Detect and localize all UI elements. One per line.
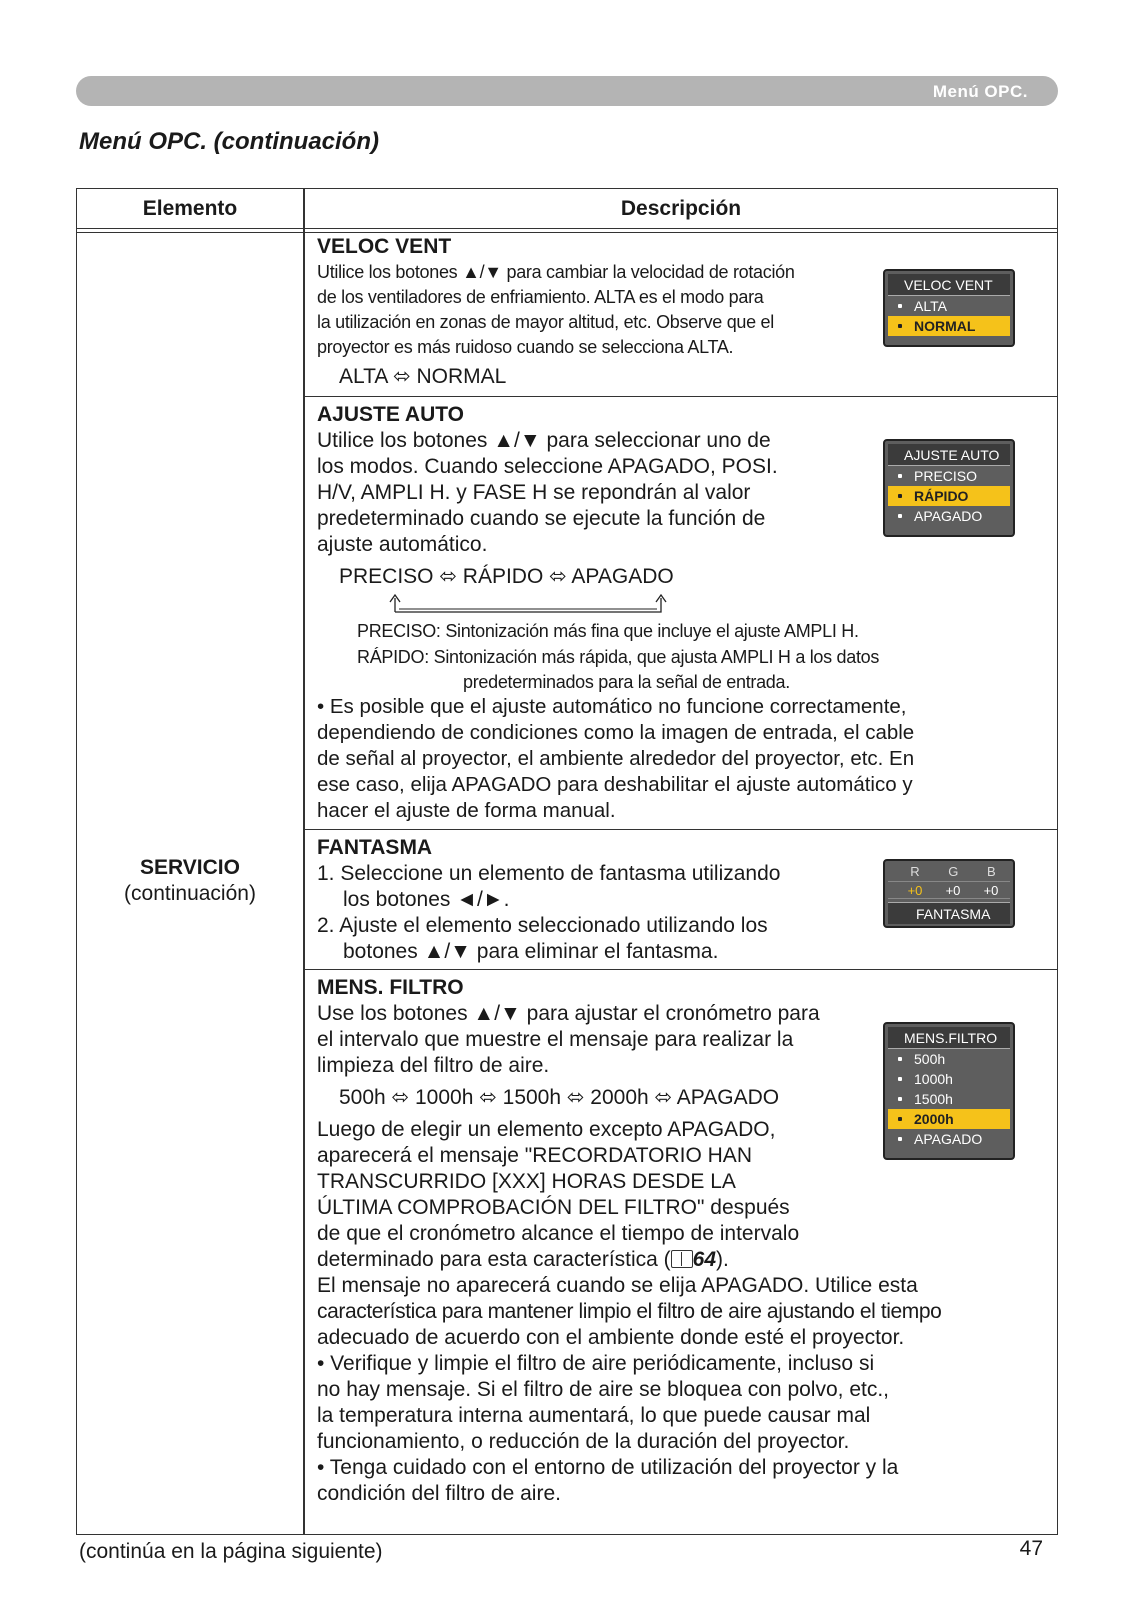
veloc-text-4: proyector es más ruidoso cuando se selecciona ALTA. bbox=[317, 337, 734, 357]
filtro-osd-option-500h: 500h bbox=[888, 1049, 1010, 1069]
filtro-text-2: el intervalo que muestre el mensaje para realizar la bbox=[317, 1028, 794, 1051]
filtro-osd-menu bbox=[883, 1022, 1015, 1160]
veloc-osd-title: VELOC VENT bbox=[888, 274, 1010, 296]
ajuste-note-1: • Es posible que el ajuste automático no funcione correctamente, bbox=[317, 695, 907, 718]
veloc-title: VELOC VENT bbox=[317, 235, 452, 258]
row-divider-1 bbox=[305, 396, 1057, 397]
fantasma-osd-menu bbox=[883, 859, 1015, 928]
filtro-note-4: funcionamiento, o reducción de la duración del proyector. bbox=[317, 1430, 850, 1453]
veloc-text-3: la utilización en zonas de mayor altitud, etc. Observe que el bbox=[317, 312, 774, 332]
fantasma-osd-g: G bbox=[948, 864, 959, 879]
filtro-para-4: ÚLTIMA COMPROBACIÓN DEL FILTRO" después bbox=[317, 1196, 790, 1219]
item-servicio bbox=[77, 855, 303, 907]
column-separator bbox=[303, 189, 305, 1534]
book-icon bbox=[671, 1250, 693, 1268]
menu-table bbox=[76, 188, 1058, 1535]
ajuste-def-preciso: PRECISO: Sintonización más fina que incluye el ajuste AMPLI H. bbox=[357, 621, 859, 641]
row-divider-2 bbox=[305, 829, 1057, 830]
ajuste-osd-option-apagado: APAGADO bbox=[888, 506, 1010, 526]
ajuste-osd-menu bbox=[883, 439, 1015, 537]
filtro-cycle: 500h ⬄ 1000h ⬄ 1500h ⬄ 2000h ⬄ APAGADO bbox=[339, 1086, 780, 1109]
filtro-para-8: característica para mantener limpio el filtro de aire ajustando el tiempo bbox=[317, 1300, 942, 1323]
ajuste-def-rapido-cont: predeterminados para la señal de entrada. bbox=[463, 672, 790, 692]
fantasma-osd-title: FANTASMA bbox=[888, 902, 1010, 924]
ajuste-text-1: Utilice los botones ▲/▼ para seleccionar uno de bbox=[317, 429, 771, 452]
veloc-text-2: de los ventiladores de enfriamiento. ALTA es el modo para bbox=[317, 287, 764, 307]
filtro-page-ref[interactable]: 64 bbox=[692, 1248, 717, 1271]
filtro-osd-option-2000h: 2000h bbox=[888, 1109, 1010, 1129]
veloc-osd-option-normal: NORMAL bbox=[888, 316, 1010, 336]
ajuste-text-5: ajuste automático. bbox=[317, 533, 488, 556]
filtro-text-3: limpieza del filtro de aire. bbox=[317, 1054, 550, 1077]
page-number: 47 bbox=[1019, 1537, 1043, 1560]
filtro-note-6: condición del filtro de aire. bbox=[317, 1482, 561, 1505]
footer-continued: (continúa en la página siguiente) bbox=[79, 1540, 383, 1563]
filtro-osd-option-1500h: 1500h bbox=[888, 1089, 1010, 1109]
ajuste-osd-title: AJUSTE AUTO bbox=[888, 444, 1010, 466]
fantasma-step-2-cont: botones ▲/▼ para eliminar el fantasma. bbox=[343, 940, 719, 963]
filtro-para-6 bbox=[317, 1247, 1047, 1273]
fantasma-osd-value-r: +0 bbox=[907, 883, 923, 898]
ajuste-note-4: ese caso, elija APAGADO para deshabilitar el ajuste automático y bbox=[317, 773, 913, 796]
filtro-note-1: • Verifique y limpie el filtro de aire periódicamente, incluso si bbox=[317, 1352, 875, 1375]
ajuste-note-3: de señal al proyector, el ambiente alrededor del proyector, etc. En bbox=[317, 747, 915, 770]
filtro-note-3: la temperatura interna aumentará, lo que puede causar mal bbox=[317, 1404, 871, 1427]
veloc-cycle: ALTA ⬄ NORMAL bbox=[339, 365, 507, 388]
ajuste-osd-option-preciso: PRECISO bbox=[888, 466, 1010, 486]
filtro-osd-title: MENS.FILTRO bbox=[888, 1027, 1010, 1049]
fantasma-osd-b: B bbox=[987, 864, 996, 879]
table-header-row bbox=[77, 189, 1057, 229]
fantasma-osd-values bbox=[888, 881, 1010, 899]
column-header-item: Elemento bbox=[142, 197, 238, 220]
veloc-osd-option-alta: ALTA bbox=[888, 296, 1010, 316]
ajuste-loop-arrow bbox=[387, 590, 677, 616]
fantasma-step-2: 2. Ajuste el elemento seleccionado utilizando los bbox=[317, 914, 768, 937]
filtro-para-6-end: ). bbox=[716, 1248, 729, 1271]
ajuste-note-5: hacer el ajuste de forma manual. bbox=[317, 799, 616, 822]
page-title: Menú OPC. (continuación) bbox=[79, 128, 379, 155]
ajuste-cycle: PRECISO ⬄ RÁPIDO ⬄ APAGADO bbox=[339, 565, 674, 588]
item-name: SERVICIO bbox=[140, 856, 240, 879]
header-double-line bbox=[77, 232, 1057, 233]
ajuste-text-4: predeterminado cuando se ejecute la función de bbox=[317, 507, 766, 530]
fantasma-step-1-cont: los botones ◄/►. bbox=[343, 888, 510, 911]
veloc-osd-menu bbox=[883, 269, 1015, 347]
filtro-para-2: aparecerá el mensaje "RECORDATORIO HAN bbox=[317, 1144, 752, 1167]
ajuste-text-3: H/V, AMPLI H. y FASE H se repondrán al valor bbox=[317, 481, 751, 504]
ajuste-title: AJUSTE AUTO bbox=[317, 403, 465, 426]
fantasma-osd-value-g: +0 bbox=[945, 883, 961, 898]
fantasma-osd-channels bbox=[888, 863, 1010, 881]
ajuste-note-2: dependiendo de condiciones como la imagen de entrada, el cable bbox=[317, 721, 915, 744]
filtro-text-1: Use los botones ▲/▼ para ajustar el cronómetro para bbox=[317, 1002, 820, 1025]
fantasma-osd-value-b: +0 bbox=[983, 883, 999, 898]
filtro-para-6-text: determinado para esta característica ( bbox=[317, 1248, 671, 1271]
filtro-para-9: adecuado de acuerdo con el ambiente donde esté el proyector. bbox=[317, 1326, 905, 1349]
veloc-text-1: Utilice los botones ▲/▼ para cambiar la velocidad de rotación bbox=[317, 262, 795, 282]
filtro-para-5: de que el cronómetro alcance el tiempo de intervalo bbox=[317, 1222, 800, 1245]
filtro-note-2: no hay mensaje. Si el filtro de aire se bloquea con polvo, etc., bbox=[317, 1378, 890, 1401]
ajuste-osd-option-rapido: RÁPIDO bbox=[888, 486, 1010, 506]
header-label: Menú OPC. bbox=[932, 82, 1028, 101]
ajuste-def-rapido: RÁPIDO: Sintonización más rápida, que ajusta AMPLI H a los datos bbox=[357, 647, 880, 667]
item-subtitle: (continuación) bbox=[124, 882, 256, 905]
ajuste-text-2: los modos. Cuando seleccione APAGADO, POSI. bbox=[317, 455, 778, 478]
header-bar bbox=[76, 76, 1058, 106]
filtro-para-3: TRANSCURRIDO [XXX] HORAS DESDE LA bbox=[317, 1170, 736, 1193]
filtro-osd-option-apagado: APAGADO bbox=[888, 1129, 1010, 1149]
column-header-description: Descripción bbox=[620, 197, 742, 220]
fantasma-title: FANTASMA bbox=[317, 836, 433, 859]
filtro-title: MENS. FILTRO bbox=[317, 976, 464, 999]
filtro-osd-option-1000h: 1000h bbox=[888, 1069, 1010, 1089]
fantasma-osd-r: R bbox=[910, 864, 920, 879]
filtro-para-7: El mensaje no aparecerá cuando se elija APAGADO. Utilice esta bbox=[317, 1274, 918, 1297]
filtro-para-1: Luego de elegir un elemento excepto APAGADO, bbox=[317, 1118, 776, 1141]
row-divider-3 bbox=[305, 969, 1057, 970]
filtro-note-5: • Tenga cuidado con el entorno de utilización del proyector y la bbox=[317, 1456, 899, 1479]
fantasma-step-1: 1. Seleccione un elemento de fantasma utilizando bbox=[317, 862, 781, 885]
